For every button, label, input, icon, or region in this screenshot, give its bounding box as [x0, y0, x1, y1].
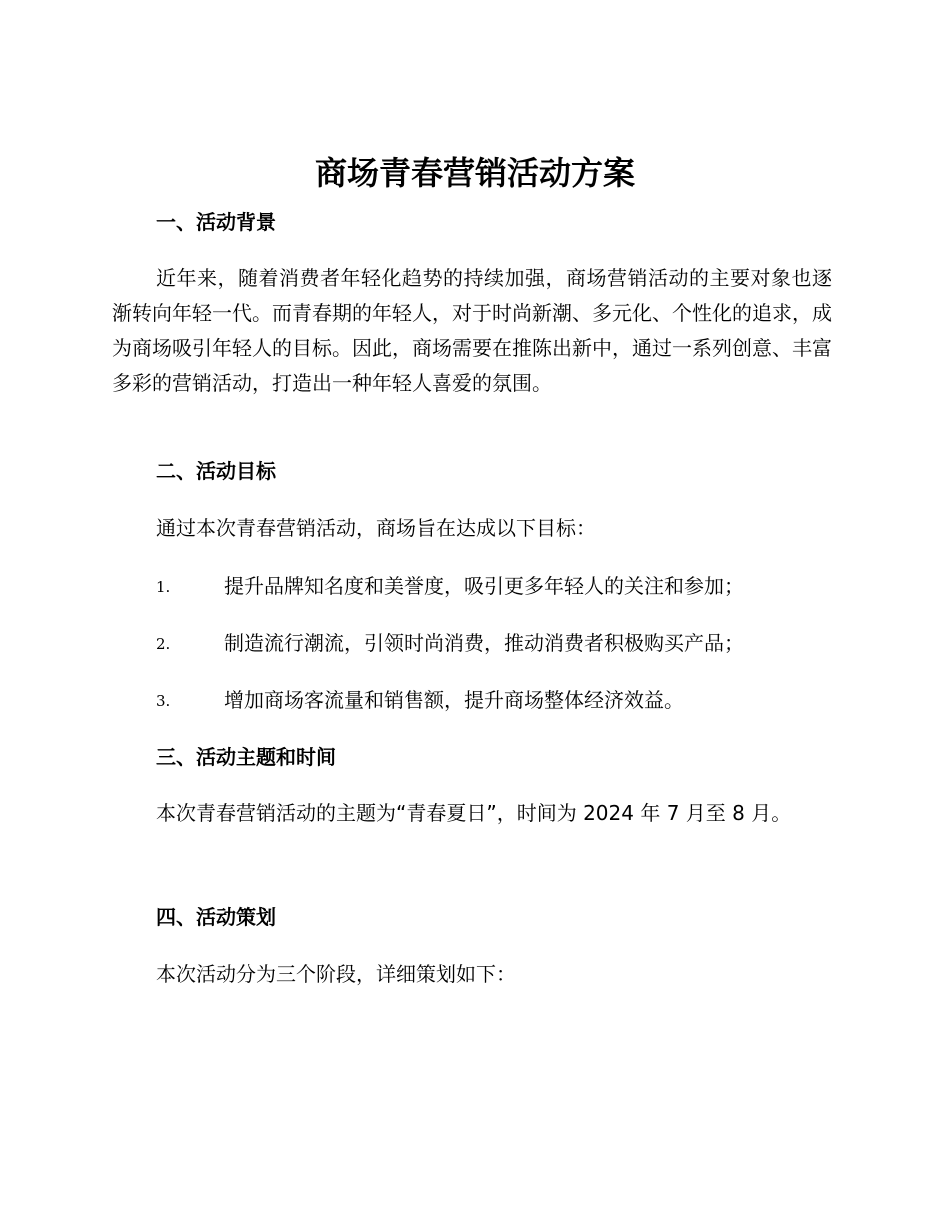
section-heading-background: 一、活动背景 [156, 210, 276, 234]
section-heading-planning: 四、活动策划 [156, 905, 276, 929]
list-item-text: 制造流行潮流，引领时尚消费，推动消费者积极购买产品； [224, 631, 744, 655]
section-heading-goals: 二、活动目标 [156, 459, 276, 483]
list-item-number: 3. [156, 692, 171, 710]
list-item-text: 提升品牌知名度和美誉度，吸引更多年轻人的关注和参加； [224, 574, 744, 598]
section-heading-theme-time: 三、活动主题和时间 [156, 745, 336, 769]
list-item [156, 628, 836, 658]
list-item-text: 增加商场客流量和销售额，提升商场整体经济效益。 [224, 688, 684, 712]
section-paragraph-background: 近年来，随着消费者年轻化趋势的持续加强，商场营销活动的主要对象也逐渐转向年轻一代。而青春期的年轻人，对于时尚新潮、多元化、个性化的追求，成为商场吸引年轻人的目标。因此，商场需要在推陈出新中，通过一系列创意、丰富多彩的营销活动，打造出一种年轻人喜爱的氛围。 [112, 266, 832, 395]
list-item [156, 685, 836, 715]
list-item [156, 571, 836, 601]
section-paragraph-goals-intro: 通过本次青春营销活动，商场旨在达成以下目标： [156, 516, 596, 540]
document-title: 商场青春营销活动方案 [314, 154, 635, 192]
section-paragraph-planning: 本次活动分为三个阶段，详细策划如下： [156, 962, 516, 986]
section-paragraph-theme-time: 本次青春营销活动的主题为“青春夏日”，时间为 2024 年 7 月至 8 月。 [156, 801, 792, 825]
list-item-number: 1. [156, 578, 171, 596]
list-item-number: 2. [156, 635, 171, 653]
